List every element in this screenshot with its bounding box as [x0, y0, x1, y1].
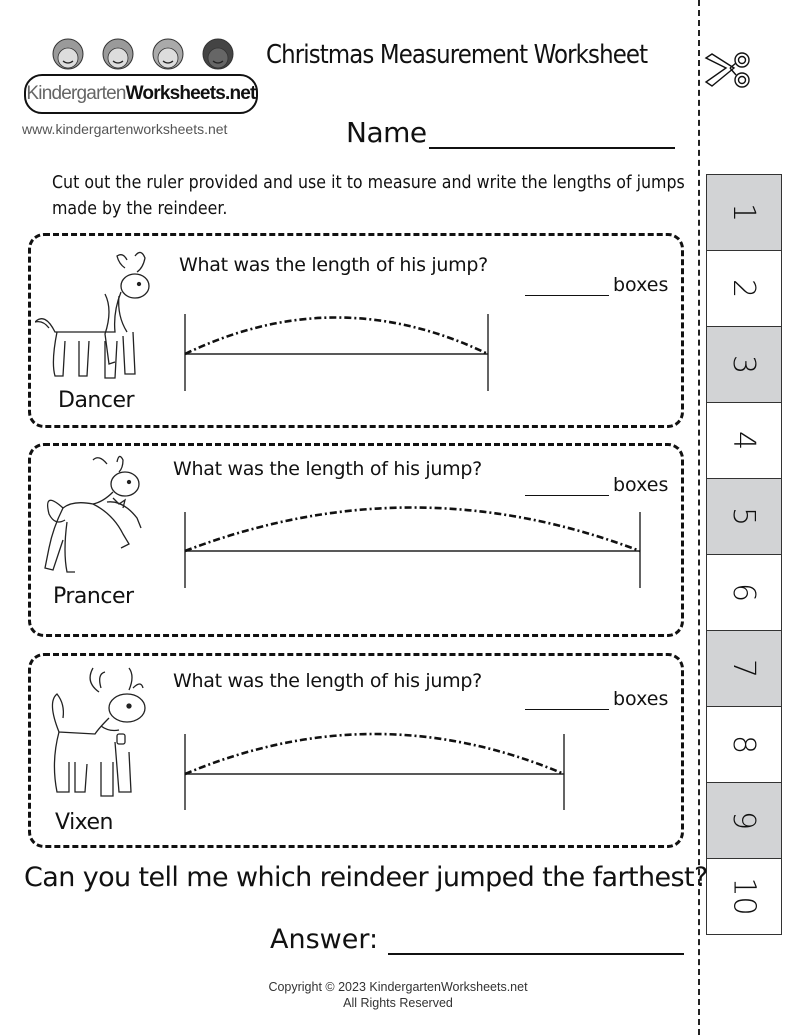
- site-logo: [22, 28, 258, 113]
- rights-text: All Rights Reserved: [343, 996, 453, 1010]
- scissors-icon: [704, 48, 752, 92]
- kids-illustration-icon: [36, 28, 246, 78]
- ruler-number: 3: [726, 354, 762, 375]
- ruler-cell-1: [706, 174, 782, 251]
- unit-label: boxes: [613, 274, 669, 296]
- ruler-cell-2: [706, 251, 782, 327]
- ruler-cell-8: [706, 707, 782, 783]
- ruler-number: 10: [726, 877, 762, 916]
- question-card-dancer: [28, 233, 684, 428]
- question-card-vixen: [28, 653, 684, 848]
- answer-field-vixen[interactable]: [525, 688, 668, 710]
- unit-label: boxes: [613, 688, 669, 710]
- reindeer-name-dancer: Dancer: [58, 388, 135, 413]
- ruler-cell-4: [706, 403, 782, 479]
- ruler-number: 2: [726, 278, 762, 299]
- instructions-text: Cut out the ruler provided and use it to measure and write the lengths of jumps made by the reindeer.: [52, 172, 685, 219]
- logo-text-worksheets: Worksheets.net: [125, 83, 256, 104]
- logo-banner: [24, 74, 258, 114]
- question-text: What was the length of his jump?: [173, 458, 482, 480]
- final-answer-field[interactable]: [270, 924, 684, 955]
- reindeer-dancer-icon: [35, 246, 165, 396]
- ruler-number: 4: [726, 430, 762, 451]
- ruler-number: 9: [726, 810, 762, 831]
- ruler-number: 5: [726, 506, 762, 527]
- ruler-number: 7: [726, 658, 762, 679]
- ruler-cell-9: [706, 783, 782, 859]
- ruler-cell-6: [706, 555, 782, 631]
- reindeer-name-vixen: Vixen: [55, 810, 113, 835]
- reindeer-prancer-icon: [37, 452, 167, 587]
- name-field[interactable]: [346, 116, 675, 149]
- ruler-cell-7: [706, 631, 782, 707]
- question-card-prancer: [28, 443, 684, 637]
- jump-arc-prancer: [181, 496, 651, 596]
- answer-line[interactable]: [525, 689, 609, 710]
- answer-field-dancer[interactable]: [525, 274, 668, 296]
- logo-text-kindergarten: Kindergarten: [26, 83, 126, 104]
- answer-label: Answer:: [270, 924, 379, 955]
- site-url: www.kindergartenworksheets.net: [22, 121, 228, 137]
- ruler-number: 8: [726, 734, 762, 755]
- question-text: What was the length of his jump?: [179, 254, 488, 276]
- jump-arc-vixen: [181, 724, 581, 814]
- question-text: What was the length of his jump?: [173, 670, 482, 692]
- ruler-cell-3: [706, 327, 782, 403]
- cut-out-ruler: [706, 174, 782, 935]
- footer: [0, 979, 796, 1011]
- answer-field-prancer[interactable]: [525, 474, 668, 496]
- answer-line[interactable]: [525, 275, 609, 296]
- ruler-number: 1: [726, 202, 762, 223]
- answer-line[interactable]: [525, 475, 609, 496]
- name-input-line[interactable]: [429, 119, 675, 149]
- ruler-cell-5: [706, 479, 782, 555]
- final-answer-line[interactable]: [388, 927, 684, 955]
- final-question: Can you tell me which reindeer jumped the farthest?: [24, 862, 708, 893]
- reindeer-name-prancer: Prancer: [53, 584, 134, 609]
- ruler-cell-10: [706, 859, 782, 935]
- copyright-text: Copyright © 2023 KindergartenWorksheets.net: [268, 980, 528, 994]
- reindeer-vixen-icon: [39, 662, 169, 812]
- name-label: Name: [346, 116, 427, 149]
- unit-label: boxes: [613, 474, 669, 496]
- ruler-number: 6: [726, 582, 762, 603]
- jump-arc-dancer: [181, 296, 501, 396]
- page-title: Christmas Measurement Worksheet: [266, 40, 648, 70]
